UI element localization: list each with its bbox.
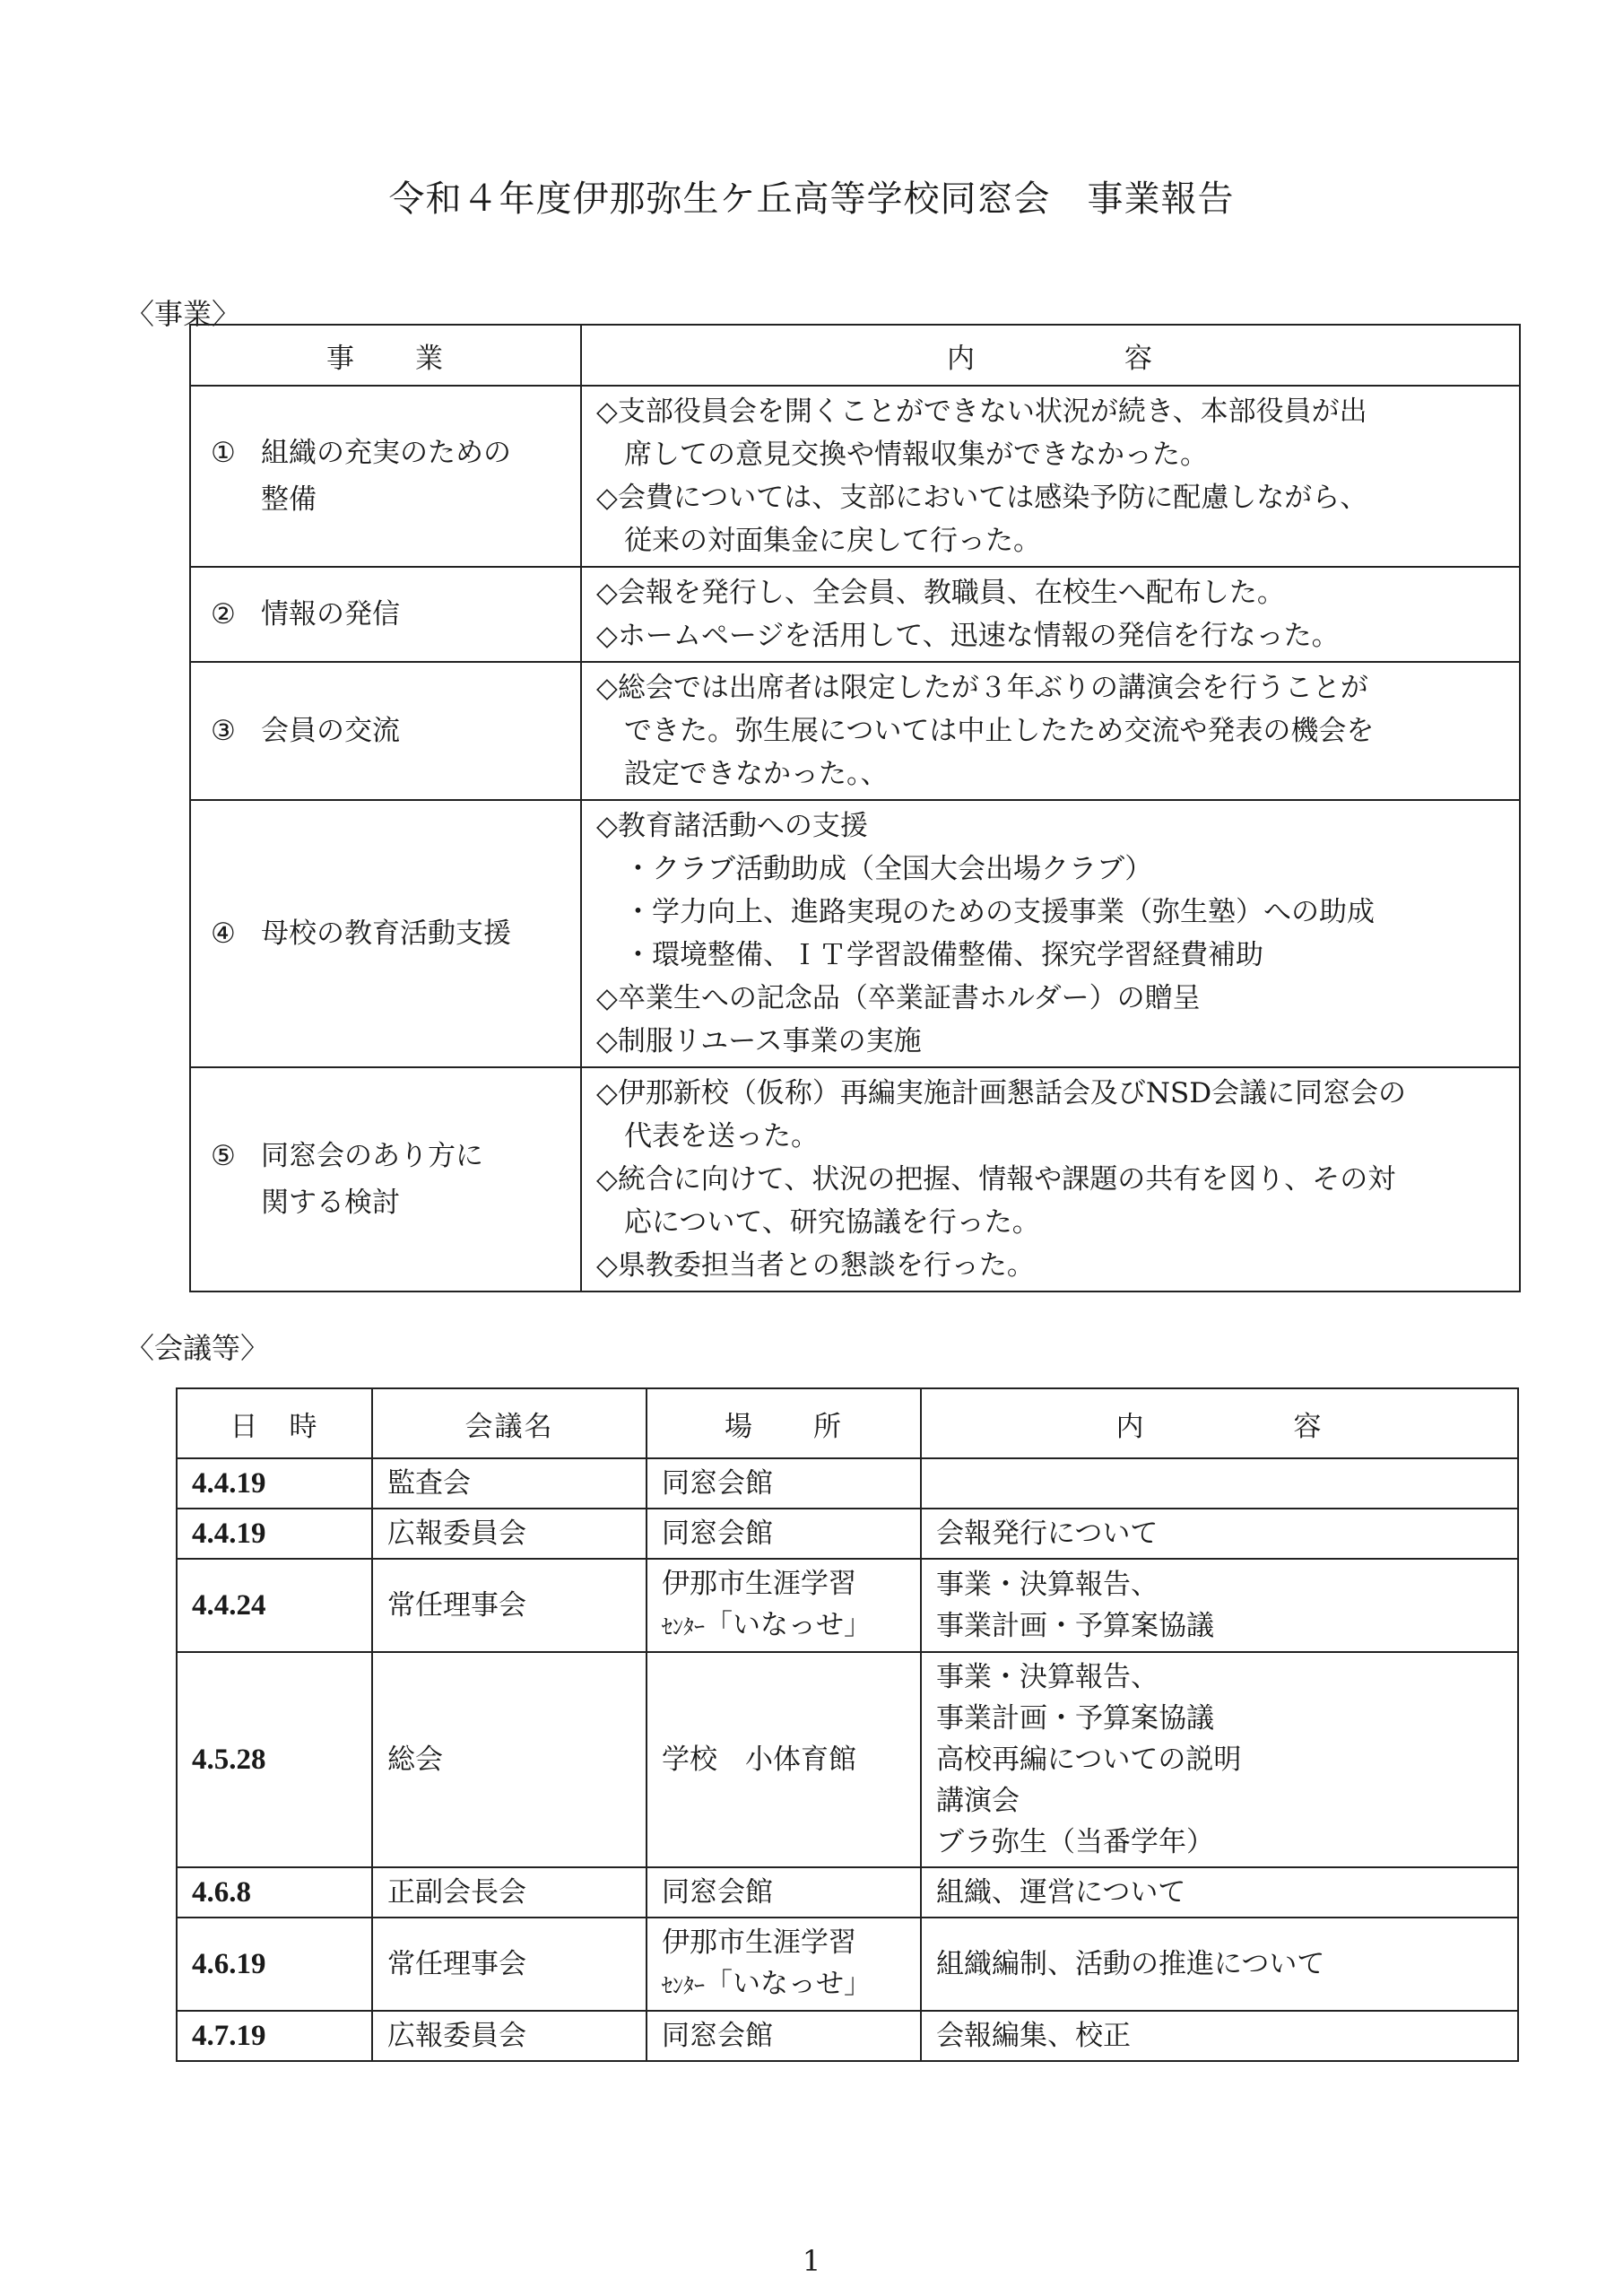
header-date: 日 時 <box>177 1388 372 1458</box>
project-name <box>261 430 511 523</box>
content-line: ◇支部役員会を開くことができない状況が続き、本部役員が出 <box>596 396 1367 428</box>
project-name <box>261 910 511 957</box>
meeting-place <box>647 1509 921 1559</box>
meeting-date: 4.4.19 <box>177 1509 372 1559</box>
content-line: 従来の対面集金に戻して行った。 <box>596 525 1041 557</box>
meeting-content-line: 講演会 <box>936 1785 1020 1817</box>
content-line: 代表を送った。 <box>596 1120 819 1152</box>
section-label-meetings: 〈会議等〉 <box>126 1331 270 1365</box>
section-label-projects: 〈事業〉 <box>126 297 241 331</box>
place-abbrev: ｾﾝﾀｰ <box>662 1973 705 1998</box>
meetings-table <box>176 1387 1519 2062</box>
meeting-date: 4.7.19 <box>177 2011 372 2061</box>
project-row <box>190 800 1520 1067</box>
meeting-row <box>177 2011 1518 2061</box>
meeting-date: 4.5.28 <box>177 1652 372 1867</box>
meeting-place <box>647 1559 921 1652</box>
project-name <box>261 708 400 754</box>
content-line: ◇教育諸活動への支援 <box>596 810 868 842</box>
meeting-content-line: 事業・決算報告、 <box>936 1661 1159 1693</box>
project-row <box>190 567 1520 662</box>
meeting-name: 総会 <box>372 1652 647 1867</box>
project-item-cell <box>190 386 581 567</box>
projects-table <box>189 324 1521 1292</box>
project-item-cell <box>190 662 581 800</box>
project-content-cell <box>581 386 1520 567</box>
meeting-content <box>921 1867 1518 1918</box>
meeting-row <box>177 1458 1518 1509</box>
place-line: 同窓会館 <box>662 1518 773 1550</box>
project-name-line: 会員の交流 <box>261 715 400 747</box>
content-line: できた。弥生展については中止したため交流や発表の機会を <box>596 715 1375 747</box>
meeting-content <box>921 1652 1518 1867</box>
content-line: ・環境整備、ＩＴ学習設備整備、探究学習経費補助 <box>596 939 1263 971</box>
project-content-cell <box>581 800 1520 1067</box>
meeting-name: 監査会 <box>372 1458 647 1509</box>
project-item-cell <box>190 567 581 662</box>
project-row <box>190 1067 1520 1292</box>
meeting-place <box>647 1652 921 1867</box>
meeting-content-line: 会報編集、校正 <box>936 2020 1131 2052</box>
project-name <box>261 591 400 638</box>
place-line: 同窓会館 <box>662 1467 773 1500</box>
content-line: 応について、研究協議を行った。 <box>596 1206 1040 1239</box>
meeting-row <box>177 1652 1518 1867</box>
content-line: ◇県教委担当者との懇談を行った。 <box>596 1249 1035 1282</box>
meeting-content-line: 高校再編についての説明 <box>936 1744 1242 1776</box>
meeting-row <box>177 1509 1518 1559</box>
meeting-content <box>921 1559 1518 1652</box>
content-line: ◇ホームページを活用して、迅速な情報の発信を行なった。 <box>596 620 1340 652</box>
table-header-row <box>190 325 1520 386</box>
content-line: 設定できなかった。、 <box>596 758 889 790</box>
meeting-name: 広報委員会 <box>372 1509 647 1559</box>
meeting-place <box>647 1458 921 1509</box>
meeting-row <box>177 1918 1518 2011</box>
project-number: ① <box>211 437 236 469</box>
project-row <box>190 386 1520 567</box>
header-content: 内 容 <box>921 1388 1518 1458</box>
project-content-cell <box>581 567 1520 662</box>
meeting-content-line: 組織、運営について <box>936 1876 1186 1909</box>
table-header-row <box>177 1388 1518 1458</box>
project-name-line: 同窓会のあり方に <box>261 1140 483 1172</box>
meeting-content <box>921 1509 1518 1559</box>
place-line: 伊那市生涯学習 <box>662 1926 856 1959</box>
meeting-name: 正副会長会 <box>372 1867 647 1918</box>
content-line: ◇総会では出席者は限定したが３年ぶりの講演会を行うことが <box>596 672 1368 704</box>
meeting-place <box>647 1867 921 1918</box>
place-line: 同窓会館 <box>662 2020 773 2052</box>
meeting-content-line: 会報発行について <box>936 1518 1159 1550</box>
meeting-name: 広報委員会 <box>372 2011 647 2061</box>
place-line: 伊那市生涯学習 <box>662 1568 856 1600</box>
meeting-content-line: 組織編制、活動の推進について <box>936 1948 1325 1980</box>
meeting-row <box>177 1867 1518 1918</box>
project-number: ③ <box>211 715 236 747</box>
meeting-content-line: 事業・決算報告、 <box>936 1569 1159 1601</box>
project-name <box>261 1133 483 1226</box>
content-line: ◇統合に向けて、状況の把握、情報や課題の共有を図り、その対 <box>596 1163 1396 1196</box>
header-meeting-name: 会議名 <box>372 1388 647 1458</box>
place-line: ｾﾝﾀｰ「いなっせ」 <box>662 1609 872 1641</box>
project-number: ② <box>211 598 236 631</box>
project-content-cell <box>581 1067 1520 1292</box>
project-name-line: 母校の教育活動支援 <box>261 918 511 950</box>
meeting-content <box>921 1918 1518 2011</box>
content-line: ・学力向上、進路実現のための支援事業（弥生塾）への助成 <box>596 896 1375 928</box>
project-number: ⑤ <box>211 1140 236 1172</box>
meeting-date: 4.4.24 <box>177 1559 372 1652</box>
meeting-content-line: 事業計画・予算案協議 <box>936 1702 1214 1735</box>
project-content-cell <box>581 662 1520 800</box>
project-row <box>190 662 1520 800</box>
place-line: 学校 小体育館 <box>662 1744 856 1776</box>
meeting-date: 4.6.19 <box>177 1918 372 2011</box>
project-name-line: 組織の充実のための <box>261 437 511 469</box>
project-item-cell <box>190 800 581 1067</box>
meeting-place <box>647 1918 921 2011</box>
content-line: 席しての意見交換や情報収集ができなかった。 <box>596 439 1208 471</box>
content-line: ◇伊那新校（仮称）再編実施計画懇話会及びNSD会議に同窓会の <box>596 1077 1407 1109</box>
project-name-line: 整備 <box>261 483 317 516</box>
project-name-line: 情報の発信 <box>261 598 400 631</box>
page-number: 1 <box>802 2244 821 2278</box>
content-line: ◇制服リユース事業の実施 <box>596 1025 922 1057</box>
header-project: 事 業 <box>190 325 581 386</box>
content-line: ・クラブ活動助成（全国大会出場クラブ） <box>596 853 1153 885</box>
project-name-line: 関する検討 <box>261 1187 400 1219</box>
page-title: 令和４年度伊那弥生ケ丘高等学校同窓会 事業報告 <box>388 178 1235 220</box>
content-line: ◇会費については、支部においては感染予防に配慮しながら、 <box>596 482 1368 514</box>
project-number: ④ <box>211 918 236 950</box>
meeting-row <box>177 1559 1518 1652</box>
header-place: 場 所 <box>647 1388 921 1458</box>
header-content: 内 容 <box>581 325 1520 386</box>
content-line: ◇卒業生への記念品（卒業証書ホルダー）の贈呈 <box>596 982 1201 1014</box>
meeting-name: 常任理事会 <box>372 1918 647 2011</box>
place-abbrev: ｾﾝﾀｰ <box>662 1614 705 1639</box>
meeting-date: 4.6.8 <box>177 1867 372 1918</box>
meeting-date: 4.4.19 <box>177 1458 372 1509</box>
meeting-name: 常任理事会 <box>372 1559 647 1652</box>
content-line: ◇会報を発行し、全会員、教職員、在校生へ配布した。 <box>596 577 1285 609</box>
place-line: ｾﾝﾀｰ「いなっせ」 <box>662 1968 872 2000</box>
meeting-content-line: ブラ弥生（当番学年） <box>936 1826 1214 1858</box>
meeting-content-line: 事業計画・予算案協議 <box>936 1610 1214 1642</box>
meeting-place <box>647 2011 921 2061</box>
meeting-content <box>921 2011 1518 2061</box>
meeting-content <box>921 1458 1518 1509</box>
place-line: 同窓会館 <box>662 1876 773 1909</box>
project-item-cell <box>190 1067 581 1292</box>
